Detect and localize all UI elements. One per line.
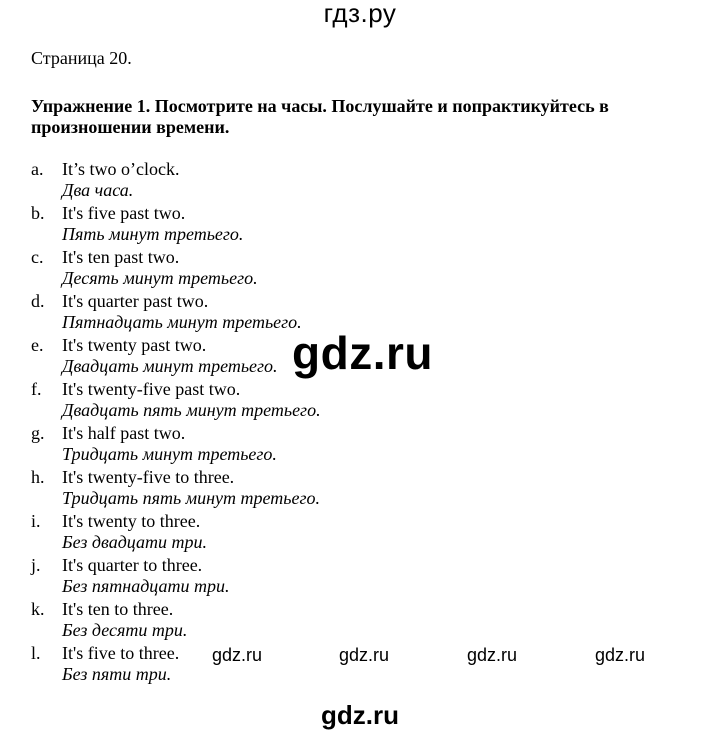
item-russian-translation: Двадцать пять минут третьего. bbox=[62, 400, 321, 420]
exercise-item-a bbox=[31, 158, 671, 202]
watermark-small: gdz.ru bbox=[595, 645, 646, 665]
item-english-text: It's twenty to three. bbox=[62, 511, 201, 531]
item-russian-translation: Два часа. bbox=[62, 180, 134, 200]
exercise-item-k bbox=[31, 598, 671, 642]
exercise-item-c bbox=[31, 246, 671, 290]
exercise-heading: Упражнение 1. Посмотрите на часы. Послушайте и попрактикуйтесь в произношении времени. bbox=[31, 96, 609, 137]
exercise-item-i bbox=[31, 510, 671, 554]
exercise-item-h bbox=[31, 466, 671, 510]
item-english-text: It's twenty-five past two. bbox=[62, 379, 241, 399]
item-russian-translation: Пятнадцать минут третьего. bbox=[62, 312, 302, 332]
exercise-item-g bbox=[31, 422, 671, 466]
item-english-text: It's half past two. bbox=[62, 423, 186, 443]
exercise-item-list bbox=[31, 158, 671, 686]
item-english-text: It's ten to three. bbox=[62, 599, 174, 619]
watermark-center: gdz.ru bbox=[292, 327, 433, 379]
item-english-text: It's five past two. bbox=[62, 203, 186, 223]
item-russian-translation: Десять минут третьего. bbox=[62, 268, 258, 288]
item-russian-translation: Без двадцати три. bbox=[62, 532, 208, 552]
item-russian-translation: Без пятнадцати три. bbox=[62, 576, 230, 596]
page-number-label: Страница 20. bbox=[31, 48, 132, 68]
site-footer-text: gdz.ru bbox=[321, 700, 399, 730]
item-letter: a. bbox=[31, 159, 44, 179]
item-russian-translation: Пять минут третьего. bbox=[62, 224, 244, 244]
item-letter: e. bbox=[31, 335, 44, 355]
item-english-text: It's twenty past two. bbox=[62, 335, 207, 355]
watermark-small: gdz.ru bbox=[339, 645, 390, 665]
item-english-text: It's quarter to three. bbox=[62, 555, 203, 575]
item-letter: b. bbox=[31, 203, 45, 223]
item-letter: g. bbox=[31, 423, 45, 443]
item-letter: i. bbox=[31, 511, 41, 531]
item-english-text: It's twenty-five to three. bbox=[62, 467, 235, 487]
site-header-title: гдз.ру bbox=[323, 0, 397, 28]
item-russian-translation: Тридцать минут третьего. bbox=[62, 444, 277, 464]
item-letter: c. bbox=[31, 247, 44, 267]
item-english-text: It’s two o’clock. bbox=[62, 159, 180, 179]
exercise-item-b bbox=[31, 202, 671, 246]
item-letter: f. bbox=[31, 379, 42, 399]
item-english-text: It's five to three. bbox=[62, 643, 180, 663]
item-letter: d. bbox=[31, 291, 45, 311]
exercise-item-f bbox=[31, 378, 671, 422]
item-russian-translation: Без пяти три. bbox=[62, 664, 172, 684]
exercise-item-j bbox=[31, 554, 671, 598]
item-letter: k. bbox=[31, 599, 45, 619]
item-russian-translation: Без десяти три. bbox=[62, 620, 188, 640]
item-letter: l. bbox=[31, 643, 41, 663]
item-letter: j. bbox=[31, 555, 41, 575]
item-russian-translation: Тридцать пять минут третьего. bbox=[62, 488, 320, 508]
item-english-text: It's quarter past two. bbox=[62, 291, 209, 311]
item-letter: h. bbox=[31, 467, 45, 487]
item-russian-translation: Двадцать минут третьего. bbox=[62, 356, 278, 376]
watermark-small: gdz.ru bbox=[212, 645, 263, 665]
watermark-small: gdz.ru bbox=[467, 645, 518, 665]
item-english-text: It's ten past two. bbox=[62, 247, 180, 267]
